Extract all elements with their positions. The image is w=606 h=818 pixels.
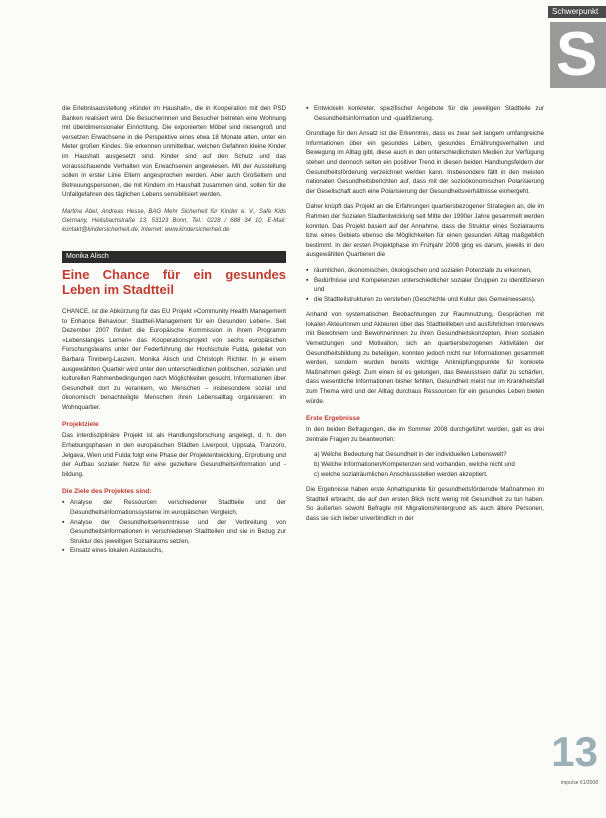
list-item: ▪ Entwickeln konkreter, spezifischer Angebote für die jeweiligen Stadtteile zur Gesundheitsinformation und -qualifizierung. [306,104,544,123]
body-paragraph: Das interdisziplinäre Projekt ist als Handlungsforschung angelegt, d. h. den Erhebungsphasen in den europäischen Städten Liverpool, Uppsala, Tranzoro, Jelgava, Wien und Fulda folgt eine Phase der Projektentwicklung, Erprobung und der Aufbau sozialer Netze für eine gezieltere Gesundheitsinformation und -bildung. [62,432,286,478]
subheading-ergebnisse: Erste Ergebnisse [306,415,360,423]
questions-list [306,450,544,479]
subheading-projektziele: Projektziele [62,421,99,429]
list-item: c) welche sozialräumlichen Anschlussstellen werden akzeptiert. [314,470,488,478]
list-item: ▪ Analyse der Ressourcen verschiedener Stadtteile und der Gesundheitsinformationssysteme im europäischen Vergleich, [62,498,286,517]
factors-list [306,266,544,304]
list-item: ▪ Einsatz eines lokalen Austauschs, [62,546,286,556]
intro-paragraph: die Erlebnisausstellung »Kinder im Haushalt«, die in Kooperation mit den PSD Banken realisiert wird. Die Besucherinnen und Besucher betreten eine Wohnung mit überdimensionaler Einrichtung. Die exponierten Möbel sind riesengroß und versetzen Erwachsene in die Perspektive eines etwa 18 Monate alten, unter ein Meter großen Kindes. Sie erkennen unmittelbar, welchen Gefahren kleine Kinder im Haushalt ausgesetzt sind. Kinder sind auf den Schutz und das vorausschauende Verhalten von Erwachsenen angewiesen. Mit der Ausstellung sollen in erster Linie Eltern angesprochen werden. Aber auch Großeltern und Betreuungspersonen, die mit Kindern im Haushalt zusammen sind, sollen für die Unfallgefahren des täglichen Lebens sensibilisiert werden. [62,105,286,199]
article-title: Eine Chance für ein gesundes Leben im Stadtteil [62,266,286,297]
body-paragraph: CHANCE, ist die Abkürzung für das EU Projekt »Community Health Management to Enhance Behaviour: Stadtteil-Management für ein Gesunden Leben«. Seit Dezember 2007 fördert die Europäische Kommission in ihrem Programm »Lebenslanges Lernen« das Kooperationsprojekt von sechs europäischen Forschungsteams unter der Federführung der Hochschule Fulda, geleitet von Barbara Tinnberg-Lauzen, Monika Alisch und Christoph Richter. In je einem ausgewählten Quartier wird unter den unterschiedlichen politischen, sozialen und kulturellen Rahmenbedingungen nach Möglichkeiten gesucht, Informationen über Gesundheit dort zu verankern, wo Menschen – insbesondere sozial und ökonomisch benachteiligte Menschen ihren Lebensalltag organisieren: im Wohnquartier. [62,307,286,411]
body-paragraph: In den beiden Befragungen, die im Sommer 2008 durchgeführt wurden, galt es drei zentrale Fragen zu beantworten: [306,426,544,443]
subheading-ziele: Die Ziele des Projektes sind: [62,488,152,496]
section-tab: Schwerpunkt [548,6,606,18]
goals-list-continued [306,104,544,123]
body-paragraph: Die Ergebnisse haben erste Anhaltspunkte für gesundheitsfördernde Maßnahmen im Stadtteil erbracht, die auf den ersten Blick nicht wenig mit Gesundheit zu tun haben. So äußerten sowohl Befragte mit Migrationshintergrund als auch ältere Personen, dass sie sich lieber unverbindlich in der [306,486,544,522]
list-item: a) Welche Bedeutung hat Gesundheit in der individuellen Lebenswelt? [314,451,507,459]
list-item: ▪ Analyse der Gesundheitserkenntnisse und der Verbreitung von Gesundheitsinformationen in verschiedenen Stadtteilen und sie in Bezug zur Struktur des jeweiligen Sozialraums setzen, [62,518,286,547]
author-bar: Monika Alisch [62,251,286,263]
body-paragraph: Anhand von systematischen Beobachtungen zur Raumnutzung, Gesprächen mit lokalen Akteurinnen und Akteuren über das Stadtteilleben und ausführlichen Interviews mit Bewohnern und Bewohnerinnen zu ihren Gesundheitskonzepten, ihren sozialen Vernetzungen und Motivation, sich an quartiersbezogenen Aktivitäten der Gesundheitsbildung zu beteiligen, konnten jedoch nicht nur Informationen gesammelt werden, sondern wurden bereits wichtige Anknüpfungspunkte für konkrete Maßnahmen gelegt. Zum einen ist es gelungen, das Bewusstsein dafür zu schärfen, dass wesentliche Informationen bisher fehlten, Gesundheit meist nur im Krankheitsfall zum Thema wird und der Alltag durchaus Ressourcen für ein gesundes Leben bieten würde. [306,311,544,405]
section-letter: S [550,22,606,88]
footer-issue: impu!se 61/2008 [561,780,598,786]
body-paragraph: Daher knüpft das Projekt an die Erfahrungen quartiersbezogener Strategien an, die im Rahmen der Sozialen Stadtentwicklung seit Mitte der 1990er Jahre gesammelt werden konnten. Das Projekt basiert auf der Annahme, dass die Struktur eines Sozialraums bzw. eines Gebiets ebenso die Möglichkeiten für einen gesunden Alltag maßgeblich bestimmt. In der ersten Projektphase im Frühjahr 2008 ging es darum, jeweils in den ausgewählten Quartieren die [306,203,544,259]
list-item: ▪ räumlichen, ökonomischen, ökologischen und sozialen Potenziale zu erkennen, [306,266,544,276]
body-paragraph: Grundlage für den Ansatz ist die Erkenntnis, dass es zwar seit langem umfangreiche Informationen über ein gesundes Leben, gesundes Ernährungsverhalten und Bewegung im Alltag gibt, diese auch in den unterschiedlichsten Medien zur Verfügung stehen und dennoch selten ein positiver Trend in diesen beiden Handlungsfeldern der Gesundheitsförderung verzeichnet werden kann. Insbesondere fällt in den meisten nationalen Gesundheitsberichten auf, dass mit der sozioökonomischen Polarisierung der Gesellschaft auch eine Polarisierung der Gesundheitsverhältnisse einhergeht. [306,130,544,195]
contact-info: Martina Abel, Andreas Hesse, BAG Mehr Sicherheit für Kinder e. V., Safe Kids Germany, Heilsbachstraße 13, 53123 Bonn, Tel.: 0228 / 688 34 10, E-Mail: kontakt@kindersicherheit.de, Internet: www.kindersicherheit.de [62,208,286,233]
right-column [306,104,544,530]
page-number: 13 [551,728,598,775]
list-item: b) Welche Informationen/Kompetenzen sind vorhanden, welche nicht und [314,461,515,468]
left-column [62,104,286,562]
goals-list [62,498,286,556]
list-item: ▪ die Stadtteilstrukturen zu verstehen (Geschichte und Kultur des Gemeinwesens). [306,295,544,305]
list-item: ▪ Bedürfnisse und Kompetenzen unterschiedlicher sozialer Gruppen zu identifizieren und [306,276,544,295]
